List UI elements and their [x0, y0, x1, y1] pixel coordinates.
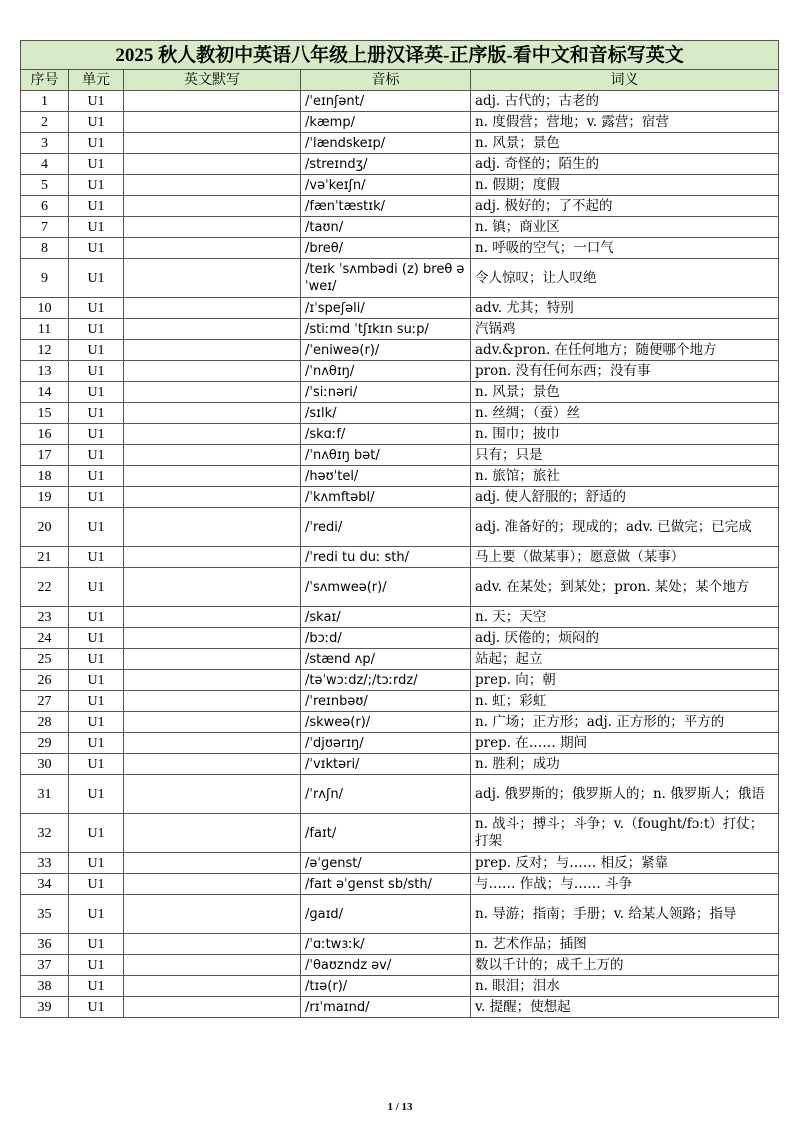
row-number: 37	[21, 955, 69, 976]
row-unit: U1	[69, 997, 124, 1018]
table-row	[21, 934, 779, 955]
table-row	[21, 424, 779, 445]
row-meaning: n. 假期；度假	[471, 175, 779, 196]
row-number: 5	[21, 175, 69, 196]
english-answer-blank[interactable]	[124, 775, 301, 814]
row-meaning: n. 度假营；营地；v. 露营；宿营	[471, 112, 779, 133]
table-row	[21, 340, 779, 361]
english-answer-blank[interactable]	[124, 547, 301, 568]
row-phonetic: /ˈɑːtwɜːk/	[301, 934, 471, 955]
english-answer-blank[interactable]	[124, 424, 301, 445]
table-row	[21, 670, 779, 691]
row-phonetic: /tɪə(r)/	[301, 976, 471, 997]
row-unit: U1	[69, 259, 124, 298]
row-number: 10	[21, 298, 69, 319]
table-row	[21, 319, 779, 340]
row-meaning: 与…… 作战；与…… 斗争	[471, 874, 779, 895]
row-meaning: 只有；只是	[471, 445, 779, 466]
row-phonetic: /ˈsiːnəri/	[301, 382, 471, 403]
row-unit: U1	[69, 382, 124, 403]
row-unit: U1	[69, 112, 124, 133]
english-answer-blank[interactable]	[124, 361, 301, 382]
row-meaning: adj. 使人舒服的；舒适的	[471, 487, 779, 508]
row-unit: U1	[69, 874, 124, 895]
row-phonetic: /skweə(r)/	[301, 712, 471, 733]
row-meaning: n. 广场；正方形；adj. 正方形的；平方的	[471, 712, 779, 733]
row-number: 32	[21, 814, 69, 853]
row-phonetic: /həʊˈtel/	[301, 466, 471, 487]
english-answer-blank[interactable]	[124, 607, 301, 628]
row-phonetic: /stænd ʌp/	[301, 649, 471, 670]
english-answer-blank[interactable]	[124, 382, 301, 403]
row-phonetic: /skɑːf/	[301, 424, 471, 445]
table-row	[21, 175, 779, 196]
table-row	[21, 976, 779, 997]
row-unit: U1	[69, 775, 124, 814]
row-number: 39	[21, 997, 69, 1018]
english-answer-blank[interactable]	[124, 691, 301, 712]
row-meaning: n. 艺术作品；插图	[471, 934, 779, 955]
header-english-dictation: 英文默写	[124, 70, 301, 91]
row-unit: U1	[69, 217, 124, 238]
row-unit: U1	[69, 133, 124, 154]
row-number: 26	[21, 670, 69, 691]
vocabulary-sheet	[20, 40, 778, 1018]
row-number: 23	[21, 607, 69, 628]
row-number: 11	[21, 319, 69, 340]
row-meaning: prep. 向；朝	[471, 670, 779, 691]
row-phonetic: /fænˈtæstɪk/	[301, 196, 471, 217]
row-phonetic: /ˈeniweə(r)/	[301, 340, 471, 361]
row-phonetic: /ɪˈspeʃəli/	[301, 298, 471, 319]
table-row	[21, 196, 779, 217]
row-unit: U1	[69, 568, 124, 607]
row-phonetic: /sɪlk/	[301, 403, 471, 424]
row-phonetic: /ˈredi tu duː sth/	[301, 547, 471, 568]
row-meaning: n. 战斗；搏斗；斗争；v.（fought/fɔːt）打仗；打架	[471, 814, 779, 853]
english-answer-blank[interactable]	[124, 649, 301, 670]
row-phonetic: /ˈlændskeɪp/	[301, 133, 471, 154]
row-phonetic: /taʊn/	[301, 217, 471, 238]
row-unit: U1	[69, 466, 124, 487]
table-row	[21, 217, 779, 238]
table-row	[21, 547, 779, 568]
table-row	[21, 568, 779, 607]
row-meaning: n. 旅馆；旅社	[471, 466, 779, 487]
row-unit: U1	[69, 238, 124, 259]
table-row	[21, 133, 779, 154]
row-meaning: adj. 古代的；古老的	[471, 91, 779, 112]
row-number: 18	[21, 466, 69, 487]
table-row	[21, 712, 779, 733]
row-phonetic: /ˈredi/	[301, 508, 471, 547]
table-row	[21, 91, 779, 112]
english-answer-blank[interactable]	[124, 91, 301, 112]
page-title: 2025 秋人教初中英语八年级上册汉译英-正序版-看中文和音标写英文	[21, 41, 779, 70]
row-unit: U1	[69, 853, 124, 874]
row-unit: U1	[69, 691, 124, 712]
table-row	[21, 955, 779, 976]
row-unit: U1	[69, 340, 124, 361]
row-phonetic: /faɪt/	[301, 814, 471, 853]
english-answer-blank[interactable]	[124, 238, 301, 259]
row-phonetic: /ˈsʌmweə(r)/	[301, 568, 471, 607]
row-phonetic: /ˈdjʊərɪŋ/	[301, 733, 471, 754]
row-number: 31	[21, 775, 69, 814]
row-number: 7	[21, 217, 69, 238]
row-unit: U1	[69, 955, 124, 976]
english-answer-blank[interactable]	[124, 628, 301, 649]
row-number: 4	[21, 154, 69, 175]
row-meaning: adv. 在某处；到某处；pron. 某处；某个地方	[471, 568, 779, 607]
row-meaning: n. 眼泪；泪水	[471, 976, 779, 997]
table-row	[21, 628, 779, 649]
row-meaning: n. 胜利；成功	[471, 754, 779, 775]
row-meaning: 数以千计的；成千上万的	[471, 955, 779, 976]
english-answer-blank[interactable]	[124, 955, 301, 976]
row-number: 14	[21, 382, 69, 403]
row-phonetic: /bɔːd/	[301, 628, 471, 649]
table-row	[21, 997, 779, 1018]
english-answer-blank[interactable]	[124, 487, 301, 508]
row-phonetic: /ˈnʌθɪŋ bət/	[301, 445, 471, 466]
row-meaning: adj. 极好的；了不起的	[471, 196, 779, 217]
row-number: 38	[21, 976, 69, 997]
row-number: 28	[21, 712, 69, 733]
table-row	[21, 853, 779, 874]
row-number: 16	[21, 424, 69, 445]
row-unit: U1	[69, 895, 124, 934]
row-number: 20	[21, 508, 69, 547]
row-phonetic: /ˈkʌmftəbl/	[301, 487, 471, 508]
english-answer-blank[interactable]	[124, 466, 301, 487]
row-number: 6	[21, 196, 69, 217]
table-row	[21, 466, 779, 487]
header-meaning: 词义	[471, 70, 779, 91]
table-row	[21, 298, 779, 319]
row-phonetic: /ˈeɪnʃənt/	[301, 91, 471, 112]
row-meaning: 汽锅鸡	[471, 319, 779, 340]
table-row	[21, 733, 779, 754]
table-row	[21, 259, 779, 298]
table-row	[21, 874, 779, 895]
row-unit: U1	[69, 175, 124, 196]
english-answer-blank[interactable]	[124, 814, 301, 853]
row-meaning: n. 围巾；披巾	[471, 424, 779, 445]
table-row	[21, 403, 779, 424]
row-meaning: n. 呼吸的空气；一口气	[471, 238, 779, 259]
row-unit: U1	[69, 547, 124, 568]
row-number: 13	[21, 361, 69, 382]
row-number: 3	[21, 133, 69, 154]
table-row	[21, 775, 779, 814]
row-number: 12	[21, 340, 69, 361]
english-answer-blank[interactable]	[124, 319, 301, 340]
row-unit: U1	[69, 445, 124, 466]
table-row	[21, 691, 779, 712]
english-answer-blank[interactable]	[124, 133, 301, 154]
row-meaning: adj. 准备好的；现成的；adv. 已做完；已完成	[471, 508, 779, 547]
vocabulary-table	[20, 40, 779, 1018]
english-answer-blank[interactable]	[124, 895, 301, 934]
row-phonetic: /təˈwɔːdz/;/tɔːrdz/	[301, 670, 471, 691]
row-number: 25	[21, 649, 69, 670]
row-number: 9	[21, 259, 69, 298]
row-unit: U1	[69, 607, 124, 628]
row-phonetic: /ɡaɪd/	[301, 895, 471, 934]
table-row	[21, 508, 779, 547]
row-unit: U1	[69, 154, 124, 175]
row-phonetic: /faɪt əˈɡenst sb/sth/	[301, 874, 471, 895]
english-answer-blank[interactable]	[124, 508, 301, 547]
english-answer-blank[interactable]	[124, 568, 301, 607]
row-phonetic: /ˈnʌθɪŋ/	[301, 361, 471, 382]
english-answer-blank[interactable]	[124, 754, 301, 775]
english-answer-blank[interactable]	[124, 997, 301, 1018]
row-unit: U1	[69, 361, 124, 382]
row-unit: U1	[69, 196, 124, 217]
row-meaning: v. 提醒；使想起	[471, 997, 779, 1018]
header-number: 序号	[21, 70, 69, 91]
row-unit: U1	[69, 487, 124, 508]
row-phonetic: /əˈɡenst/	[301, 853, 471, 874]
row-meaning: adj. 厌倦的；烦闷的	[471, 628, 779, 649]
english-answer-blank[interactable]	[124, 934, 301, 955]
table-row	[21, 895, 779, 934]
english-answer-blank[interactable]	[124, 217, 301, 238]
row-unit: U1	[69, 976, 124, 997]
row-phonetic: /teɪk ˈsʌmbədi (z) breθ əˈweɪ/	[301, 259, 471, 298]
row-number: 27	[21, 691, 69, 712]
english-answer-blank[interactable]	[124, 259, 301, 298]
row-number: 21	[21, 547, 69, 568]
english-answer-blank[interactable]	[124, 853, 301, 874]
row-number: 36	[21, 934, 69, 955]
english-answer-blank[interactable]	[124, 154, 301, 175]
row-phonetic: /stiːmd ˈtʃɪkɪn suːp/	[301, 319, 471, 340]
english-answer-blank[interactable]	[124, 298, 301, 319]
row-unit: U1	[69, 319, 124, 340]
row-phonetic: /breθ/	[301, 238, 471, 259]
english-answer-blank[interactable]	[124, 445, 301, 466]
row-unit: U1	[69, 814, 124, 853]
english-answer-blank[interactable]	[124, 175, 301, 196]
row-number: 29	[21, 733, 69, 754]
row-meaning: prep. 反对；与…… 相反；紧靠	[471, 853, 779, 874]
row-meaning: pron. 没有任何东西；没有事	[471, 361, 779, 382]
english-answer-blank[interactable]	[124, 403, 301, 424]
row-number: 30	[21, 754, 69, 775]
row-number: 34	[21, 874, 69, 895]
row-meaning: adv. 尤其；特别	[471, 298, 779, 319]
english-answer-blank[interactable]	[124, 670, 301, 691]
table-row	[21, 154, 779, 175]
row-unit: U1	[69, 91, 124, 112]
row-meaning: n. 风景；景色	[471, 382, 779, 403]
table-row	[21, 649, 779, 670]
english-answer-blank[interactable]	[124, 712, 301, 733]
table-row	[21, 112, 779, 133]
row-unit: U1	[69, 508, 124, 547]
row-phonetic: /rɪˈmaɪnd/	[301, 997, 471, 1018]
row-meaning: 马上要（做某事）；愿意做（某事）	[471, 547, 779, 568]
english-answer-blank[interactable]	[124, 976, 301, 997]
row-unit: U1	[69, 733, 124, 754]
row-number: 35	[21, 895, 69, 934]
row-meaning: adv.&pron. 在任何地方；随便哪个地方	[471, 340, 779, 361]
row-phonetic: /ˈθaʊzndz əv/	[301, 955, 471, 976]
table-header-row	[21, 70, 779, 91]
row-meaning: adj. 奇怪的；陌生的	[471, 154, 779, 175]
row-meaning: n. 丝绸；（蚕）丝	[471, 403, 779, 424]
header-unit: 单元	[69, 70, 124, 91]
row-meaning: 站起；起立	[471, 649, 779, 670]
english-answer-blank[interactable]	[124, 340, 301, 361]
row-phonetic: /ˈvɪktəri/	[301, 754, 471, 775]
english-answer-blank[interactable]	[124, 112, 301, 133]
table-row	[21, 607, 779, 628]
row-number: 33	[21, 853, 69, 874]
english-answer-blank[interactable]	[124, 196, 301, 217]
table-row	[21, 382, 779, 403]
row-meaning: n. 天；天空	[471, 607, 779, 628]
row-meaning: n. 虹；彩虹	[471, 691, 779, 712]
row-phonetic: /ˈrʌʃn/	[301, 775, 471, 814]
row-unit: U1	[69, 934, 124, 955]
row-number: 1	[21, 91, 69, 112]
row-unit: U1	[69, 649, 124, 670]
row-meaning: n. 镇；商业区	[471, 217, 779, 238]
table-row	[21, 814, 779, 853]
table-row	[21, 238, 779, 259]
row-number: 8	[21, 238, 69, 259]
row-number: 17	[21, 445, 69, 466]
row-number: 15	[21, 403, 69, 424]
table-row	[21, 445, 779, 466]
row-phonetic: /ˈreɪnbəʊ/	[301, 691, 471, 712]
row-number: 2	[21, 112, 69, 133]
row-number: 22	[21, 568, 69, 607]
row-unit: U1	[69, 424, 124, 445]
row-meaning: n. 风景；景色	[471, 133, 779, 154]
row-meaning: 令人惊叹；让人叹绝	[471, 259, 779, 298]
table-row	[21, 361, 779, 382]
row-unit: U1	[69, 628, 124, 649]
row-unit: U1	[69, 754, 124, 775]
english-answer-blank[interactable]	[124, 874, 301, 895]
row-phonetic: /skaɪ/	[301, 607, 471, 628]
page-indicator: 1 / 13	[387, 1101, 413, 1113]
table-row	[21, 754, 779, 775]
header-phonetic: 音标	[301, 70, 471, 91]
row-unit: U1	[69, 670, 124, 691]
row-meaning: n. 导游；指南；手册；v. 给某人领路；指导	[471, 895, 779, 934]
row-unit: U1	[69, 712, 124, 733]
row-meaning: adj. 俄罗斯的；俄罗斯人的；n. 俄罗斯人；俄语	[471, 775, 779, 814]
row-phonetic: /vəˈkeɪʃn/	[301, 175, 471, 196]
row-unit: U1	[69, 403, 124, 424]
row-phonetic: /kæmp/	[301, 112, 471, 133]
row-phonetic: /streɪndʒ/	[301, 154, 471, 175]
table-body	[21, 91, 779, 1018]
row-unit: U1	[69, 298, 124, 319]
row-number: 19	[21, 487, 69, 508]
row-number: 24	[21, 628, 69, 649]
english-answer-blank[interactable]	[124, 733, 301, 754]
table-row	[21, 487, 779, 508]
row-meaning: prep. 在…… 期间	[471, 733, 779, 754]
